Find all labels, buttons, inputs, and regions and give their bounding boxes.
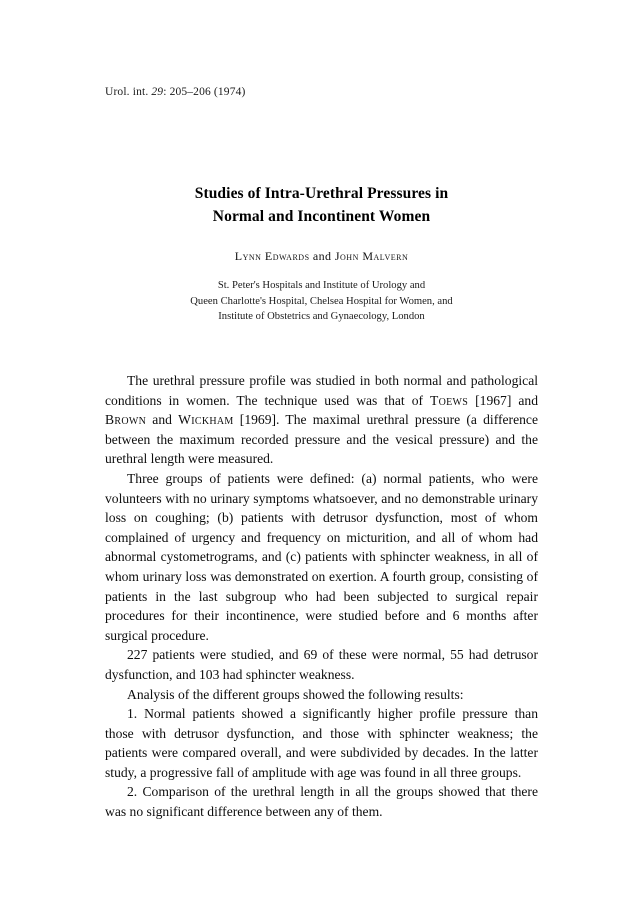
author-conjunction: and bbox=[309, 249, 335, 263]
body-paragraph-4: Analysis of the different groups showed the following results: bbox=[127, 686, 464, 702]
body-paragraph-2: Three groups of patients were defined: (a) normal patients, who were volunteers with no urinary symptoms whatsoever, and no demonstrable urinary loss on coughing; (b) patients with detrusor dysfunction, most of whom complained of urgency and frequency on micturition, and all of whom had abnormal cystometrograms, and (c) patients with sphincter weakness, in all of whom urinary loss was demonstrated on exertion. A fourth group, consisting of patients in the last subgroup who had been subjected to surgical repair procedures for their incontinence, were studied before and 6 months after surgical procedure. bbox=[105, 470, 538, 643]
article-title bbox=[105, 182, 538, 228]
author-byline bbox=[105, 249, 538, 264]
citation-wickham: Wickham bbox=[178, 412, 234, 428]
journal-year: (1974) bbox=[213, 86, 246, 98]
affiliation-block bbox=[105, 278, 538, 325]
citation-toews: Toews bbox=[430, 392, 469, 408]
journal-volume: 29 bbox=[151, 86, 164, 98]
article-title-line-2: Normal and Incontinent Women bbox=[212, 208, 431, 225]
body-paragraph-1 bbox=[105, 371, 538, 469]
journal-name: Urol. int. bbox=[105, 86, 149, 98]
author-name-1: Lynn Edwards bbox=[234, 249, 310, 263]
journal-citation-header bbox=[105, 86, 245, 98]
journal-pages: 205–206 bbox=[169, 86, 211, 98]
article-body bbox=[105, 371, 538, 822]
affiliation-line-2: Queen Charlotte's Hospital, Chelsea Hospital for Women, and bbox=[190, 295, 453, 307]
article-title-line-1: Studies of Intra-Urethral Pressures in bbox=[194, 185, 449, 202]
body-paragraph-6-result-2: 2. Comparison of the urethral length in all the groups showed that there was no significant difference between any of them. bbox=[105, 784, 538, 820]
paragraph-1-part-1: The urethral pressure profile was studied in both normal and pathological conditions in women. The technique used was that of bbox=[105, 373, 538, 408]
body-paragraph-3: 227 patients were studied, and 69 of these were normal, 55 had detrusor dysfunction, and 103 had sphincter weakness. bbox=[105, 647, 538, 682]
journal-separator: : bbox=[163, 86, 170, 98]
body-paragraph-5-result-1: 1. Normal patients showed a significantly higher profile pressure than those with detrusor dysfunction, and those with sphincter weakness; the patients were compared overall, and were subdivided by decades. In the latter study, a progressive fall of amplitude with age was found in all three groups. bbox=[105, 706, 538, 780]
affiliation-line-3: Institute of Obstetrics and Gynaecology, London bbox=[218, 311, 425, 322]
affiliation-line-1: St. Peter's Hospitals and Institute of Urology and bbox=[217, 280, 426, 291]
paragraph-1-part-2: [1967] and bbox=[468, 392, 538, 408]
paragraph-1-part-4: [1969]. The maximal urethral pressure (a difference between the maximum recorded pressure and the vesical pressure) and the urethral length were measured. bbox=[105, 412, 538, 467]
author-name-2: John Malvern bbox=[334, 249, 409, 263]
citation-brown: Brown bbox=[105, 412, 147, 428]
paragraph-1-part-3: and bbox=[146, 412, 179, 428]
